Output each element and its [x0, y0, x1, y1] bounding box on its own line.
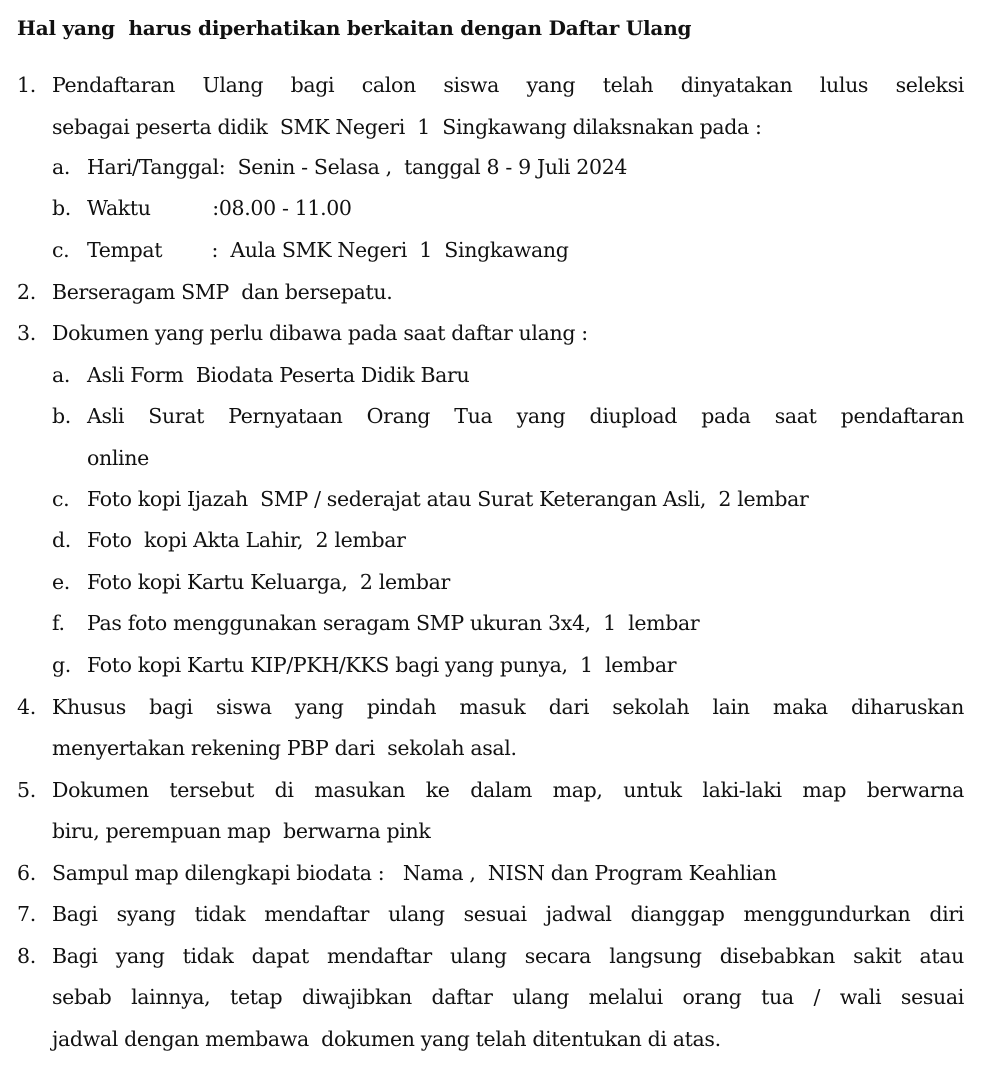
subitem-text: Waktu :08.00 - 11.00 [87, 196, 352, 220]
item-text: Bagi syang tidak mendaftar ulang sesuai jadwal dianggap menggundurkan diri [52, 902, 964, 926]
subitem-text: online [87, 446, 149, 470]
subitem-letter: e. [52, 570, 70, 594]
item-number: 2. [17, 280, 36, 304]
subitem-text: Foto kopi Kartu Keluarga, 2 lembar [87, 570, 450, 594]
subitem-text: Foto kopi Ijazah SMP / sederajat atau Surat Keterangan Asli, 2 lembar [87, 487, 809, 511]
item-text: sebagai peserta didik SMK Negeri 1 Singkawang dilaksnakan pada : [52, 115, 762, 139]
subitem-letter: c. [52, 238, 70, 262]
subitem-text: Pas foto menggunakan seragam SMP ukuran 3x4, 1 lembar [87, 611, 700, 635]
item-text: Dokumen tersebut di masukan ke dalam map, untuk laki-laki map berwarna [52, 778, 964, 802]
document-title: Hal yang harus diperhatikan berkaitan dengan Daftar Ulang [17, 16, 692, 40]
item-text: Bagi yang tidak dapat mendaftar ulang secara langsung disebabkan sakit atau [52, 944, 964, 968]
subitem-text: Tempat : Aula SMK Negeri 1 Singkawang [87, 238, 569, 262]
subitem-text: Foto kopi Kartu KIP/PKH/KKS bagi yang punya, 1 lembar [87, 653, 677, 677]
subitem-text: Asli Surat Pernyataan Orang Tua yang diupload pada saat pendaftaran [87, 404, 964, 428]
item-number: 1. [17, 73, 36, 97]
item-text: Berseragam SMP dan bersepatu. [52, 280, 393, 304]
subitem-letter: f. [52, 611, 65, 635]
item-text: Khusus bagi siswa yang pindah masuk dari sekolah lain maka diharuskan [52, 695, 964, 719]
item-text: biru, perempuan map berwarna pink [52, 819, 431, 843]
subitem-letter: b. [52, 196, 71, 220]
item-number: 4. [17, 695, 36, 719]
item-text: Pendaftaran Ulang bagi calon siswa yang telah dinyatakan lulus seleksi [52, 73, 964, 97]
subitem-text: Asli Form Biodata Peserta Didik Baru [87, 363, 470, 387]
item-text: menyertakan rekening PBP dari sekolah asal. [52, 736, 517, 760]
item-number: 3. [17, 321, 36, 345]
subitem-text: Foto kopi Akta Lahir, 2 lembar [87, 528, 406, 552]
subitem-letter: b. [52, 404, 71, 428]
item-text: Dokumen yang perlu dibawa pada saat daftar ulang : [52, 321, 588, 345]
item-text: Sampul map dilengkapi biodata : Nama , NISN dan Program Keahlian [52, 861, 777, 885]
subitem-letter: d. [52, 528, 71, 552]
subitem-letter: g. [52, 653, 71, 677]
item-number: 5. [17, 778, 36, 802]
item-number: 8. [17, 944, 36, 968]
subitem-text: Hari/Tanggal: Senin - Selasa , tanggal 8 - 9 Juli 2024 [87, 155, 628, 179]
item-number: 6. [17, 861, 36, 885]
subitem-letter: c. [52, 487, 70, 511]
subitem-letter: a. [52, 363, 71, 387]
item-text: jadwal dengan membawa dokumen yang telah ditentukan di atas. [52, 1027, 721, 1051]
subitem-letter: a. [52, 155, 71, 179]
item-number: 7. [17, 902, 36, 926]
item-text: sebab lainnya, tetap diwajibkan daftar ulang melalui orang tua / wali sesuai [52, 985, 964, 1009]
